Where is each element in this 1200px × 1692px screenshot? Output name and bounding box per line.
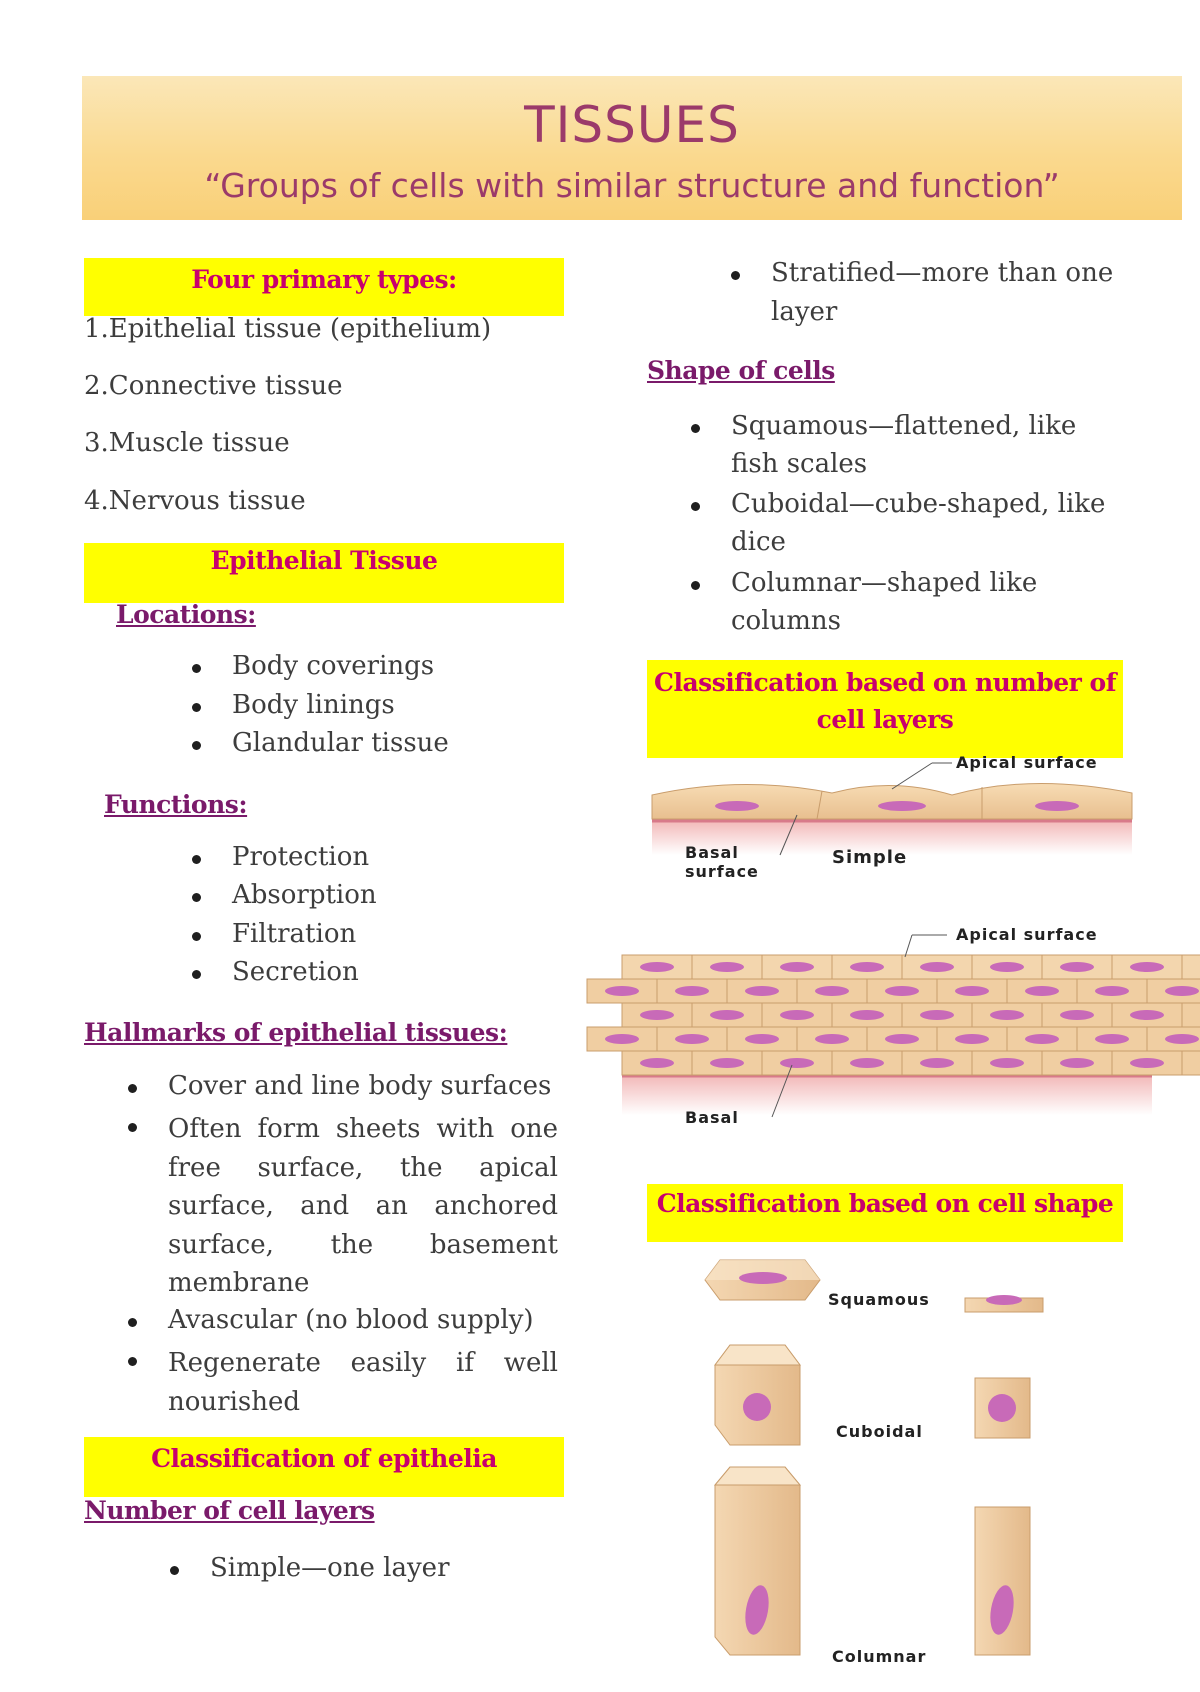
apical-surface-label: Apical surface xyxy=(956,753,1098,772)
hallmarks-heading: Hallmarks of epithelial tissues: xyxy=(84,1018,508,1047)
number-layers-heading: Number of cell layers xyxy=(84,1496,375,1525)
type-item: 2.Connective tissue xyxy=(84,371,343,401)
basal-label: Basal xyxy=(685,1108,739,1127)
epithelial-tissue-heading: Epithelial Tissue xyxy=(84,543,564,603)
list-item-continuation: fish scales xyxy=(731,449,868,479)
stratified-epithelium-figure xyxy=(622,925,1152,1125)
list-item-continuation: dice xyxy=(731,527,786,557)
type-item: 4.Nervous tissue xyxy=(84,486,306,516)
four-types-heading: Four primary types: xyxy=(84,258,564,316)
surface-label: surface xyxy=(685,862,759,881)
columnar-label: Columnar xyxy=(832,1647,927,1666)
type-item: 1.Epithelial tissue (epithelium) xyxy=(84,314,492,344)
list-item: Regenerate easily if well nourished xyxy=(128,1344,558,1424)
list-item: Often form sheets with one free surface, the apical surface, and an anchored surface, the basement membrane xyxy=(128,1110,558,1306)
layers-classification-heading: Classification based on number of cell layers xyxy=(647,660,1123,758)
functions-heading: Functions: xyxy=(104,790,248,819)
shape-classification-heading: Classification based on cell shape xyxy=(647,1184,1123,1242)
cuboidal-label: Cuboidal xyxy=(836,1422,923,1441)
basal-label: Basal xyxy=(685,843,739,862)
simple-label: Simple xyxy=(832,847,908,868)
classification-epithelia-heading: Classification of epithelia xyxy=(84,1437,564,1497)
list-item-continuation: columns xyxy=(731,606,842,636)
locations-heading: Locations: xyxy=(116,600,256,629)
squamous-label: Squamous xyxy=(828,1290,930,1309)
type-item: 3.Muscle tissue xyxy=(84,428,290,458)
shape-of-cells-heading: Shape of cells xyxy=(647,356,835,385)
page-title: TISSUES xyxy=(524,96,740,154)
page-subtitle: “Groups of cells with similar structure and function” xyxy=(204,166,1060,205)
list-item-continuation: layer xyxy=(771,297,838,327)
title-banner xyxy=(82,76,1182,220)
apical-surface-label: Apical surface xyxy=(956,925,1098,944)
